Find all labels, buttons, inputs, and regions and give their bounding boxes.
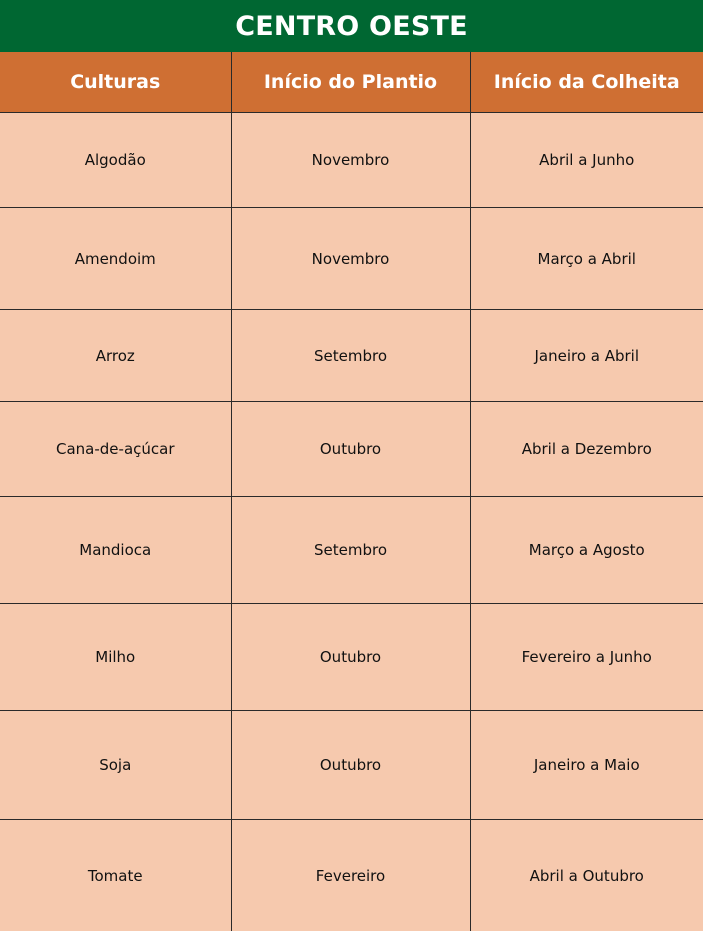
planting-cell: Fevereiro [231, 820, 470, 931]
harvest-cell: Março a Abril [470, 208, 703, 310]
harvest-cell: Janeiro a Maio [470, 711, 703, 820]
table-row [0, 711, 703, 820]
crop-cell: Milho [0, 604, 231, 711]
page-title: CENTRO OESTE [235, 10, 468, 42]
crop-calendar-table [0, 52, 703, 931]
planting-cell: Novembro [231, 208, 470, 310]
column-header-inicio-colheita: Início da Colheita [470, 52, 703, 113]
harvest-cell: Abril a Junho [470, 113, 703, 208]
crop-cell: Algodão [0, 113, 231, 208]
harvest-cell: Fevereiro a Junho [470, 604, 703, 711]
crop-cell: Tomate [0, 820, 231, 931]
crop-cell: Mandioca [0, 497, 231, 604]
table-row [0, 604, 703, 711]
table-row [0, 497, 703, 604]
planting-cell: Setembro [231, 497, 470, 604]
planting-cell: Setembro [231, 310, 470, 402]
planting-cell: Outubro [231, 604, 470, 711]
table-row [0, 820, 703, 931]
planting-cell: Outubro [231, 711, 470, 820]
title-bar [0, 0, 703, 52]
harvest-cell: Abril a Outubro [470, 820, 703, 931]
header-row [0, 52, 703, 113]
table-row [0, 310, 703, 402]
crop-cell: Soja [0, 711, 231, 820]
harvest-cell: Março a Agosto [470, 497, 703, 604]
crop-cell: Arroz [0, 310, 231, 402]
column-header-inicio-plantio: Início do Plantio [231, 52, 470, 113]
planting-cell: Outubro [231, 402, 470, 497]
table-row [0, 113, 703, 208]
crop-cell: Amendoim [0, 208, 231, 310]
harvest-cell: Janeiro a Abril [470, 310, 703, 402]
harvest-cell: Abril a Dezembro [470, 402, 703, 497]
planting-cell: Novembro [231, 113, 470, 208]
table-row [0, 208, 703, 310]
table-row [0, 402, 703, 497]
crop-cell: Cana-de-açúcar [0, 402, 231, 497]
column-header-culturas: Culturas [0, 52, 231, 113]
